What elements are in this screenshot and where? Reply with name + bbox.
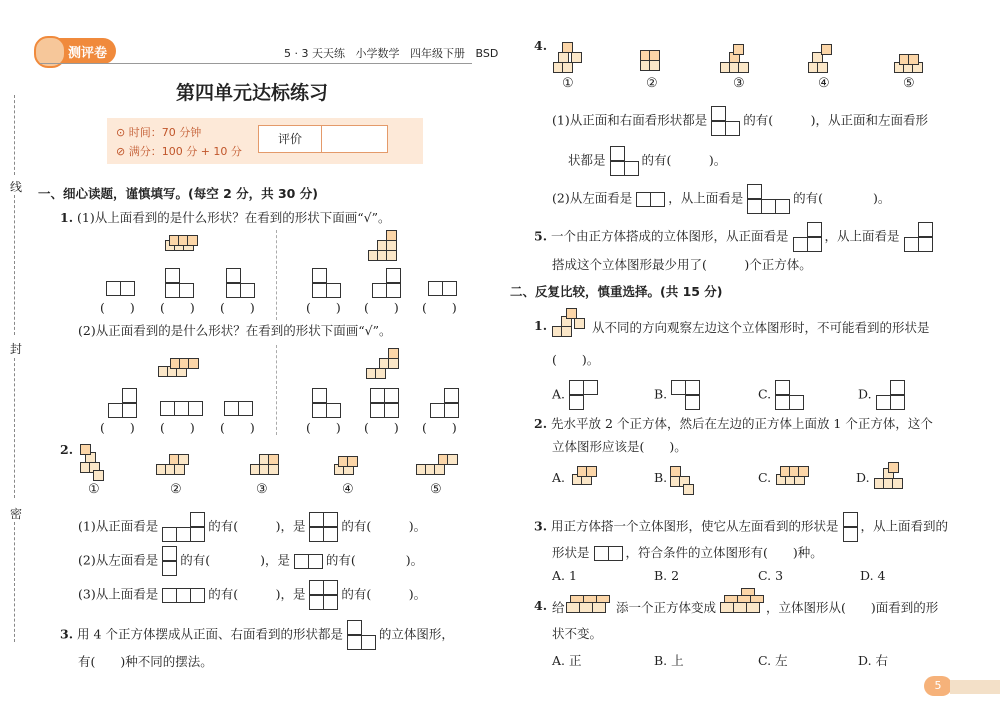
option-label: A. <box>552 470 566 485</box>
q-number: 3. <box>60 626 74 642</box>
shape-inline <box>876 380 904 410</box>
figure-label: ⑤ <box>903 76 915 91</box>
option-b[interactable] <box>654 470 667 485</box>
divider <box>276 230 277 320</box>
q-number: 4. <box>534 598 548 613</box>
shape-inline <box>610 146 638 176</box>
q-text: (1)从正面看是 <box>78 518 159 534</box>
r-q5-line2: 搭成这个立体图形最少用了( )个正方体。 <box>552 257 812 272</box>
s2-q4-a: 给 <box>552 600 565 615</box>
q-number: 5. <box>534 228 548 244</box>
answer-blank[interactable]: ( )。 <box>552 352 600 367</box>
shape-inline <box>309 580 337 610</box>
q-number: 2. <box>534 416 548 431</box>
shape-option <box>312 388 340 418</box>
shape-inline <box>309 512 337 542</box>
shape-inline <box>711 106 739 136</box>
s2-q4-b: 添一个正方体变成 <box>616 600 717 615</box>
q-number: 1. <box>534 318 548 333</box>
shape-inline <box>671 380 699 410</box>
option-label: C. <box>758 386 772 402</box>
q-number: 2. <box>60 442 74 457</box>
figure-label: ② <box>170 482 182 497</box>
grade: 四年级下册 <box>409 47 465 60</box>
footer-bar <box>950 680 1000 694</box>
q-text: 的有( )，是 <box>208 518 306 534</box>
option-b[interactable]: B. 上 <box>654 653 684 668</box>
q-text: ，从上面看是 <box>824 228 900 244</box>
option-c[interactable] <box>758 380 803 410</box>
s2-q2-line2: 立体图形应该是( )。 <box>552 439 687 454</box>
q-text: 用 4 个正方体摆成从正面、右面看到的形状都是 <box>77 626 343 642</box>
shape-inline <box>775 380 803 410</box>
shape-option <box>370 388 398 418</box>
divider <box>276 345 277 435</box>
answer-blank[interactable]: ( ) <box>160 420 195 435</box>
r-q4-line1b <box>568 146 726 176</box>
option-a[interactable] <box>552 470 565 485</box>
s1-q2-line1 <box>78 512 426 542</box>
shape-option <box>224 400 252 416</box>
figure-label: ⑤ <box>430 482 442 497</box>
s1-q2-line2 <box>78 546 423 576</box>
q-text: ，符合条件的立体图形有( )种。 <box>625 545 823 560</box>
s1-q3-line2: 有( )种不同的摆法。 <box>78 654 213 669</box>
shape-option <box>428 280 456 296</box>
s2-q3-line2 <box>552 543 823 561</box>
page-number: 5 <box>924 676 952 696</box>
q-text: 的有( )，是 <box>180 552 290 568</box>
r-q4-line1 <box>552 106 928 136</box>
answer-blank[interactable]: ( ) <box>422 300 457 315</box>
page-title: 第四单元达标练习 <box>176 82 329 104</box>
option-d[interactable] <box>856 470 870 485</box>
option-a[interactable]: A. 正 <box>552 653 582 668</box>
book-header <box>284 45 498 61</box>
shape-option <box>160 400 202 416</box>
answer-blank[interactable]: ( ) <box>422 420 457 435</box>
shape-inline <box>162 512 204 542</box>
option-label: D. <box>856 470 870 485</box>
option-label: B. <box>654 470 668 485</box>
figure-label: ④ <box>818 76 830 91</box>
shape-inline <box>569 380 597 410</box>
figure-label: ④ <box>342 482 354 497</box>
q-text: (2)从左面看是 <box>78 552 159 568</box>
shape-option <box>106 280 134 296</box>
q-number: 4. <box>534 38 548 53</box>
option-label: C. <box>758 470 772 485</box>
q-text: (1)从上面看到的是什么形状？在看到的形状下面画“√”。 <box>77 210 391 225</box>
s1-q1-part2: (2)从正面看到的是什么形状？在看到的形状下面画“√”。 <box>78 323 392 338</box>
subject: 小学数学 <box>355 47 400 60</box>
answer-blank[interactable]: ( ) <box>306 420 341 435</box>
shape-inline <box>747 184 789 214</box>
q-text: 的有( )，从正面和左面看形 <box>743 112 928 128</box>
q-text: 的立体图形， <box>378 626 454 642</box>
shape-inline <box>636 191 664 206</box>
shape-option <box>165 268 193 298</box>
shape-option <box>372 268 400 298</box>
s2-q3 <box>534 512 948 542</box>
shape-inline <box>162 546 176 576</box>
figure-label: ③ <box>256 482 268 497</box>
figure-label: ① <box>562 76 574 91</box>
option-a[interactable]: A. 1 <box>552 568 577 583</box>
shape-inline <box>843 512 857 542</box>
option-label: B. <box>654 386 668 402</box>
evaluation-box <box>258 125 388 153</box>
option-label: A. <box>552 386 566 402</box>
r-q5 <box>534 222 932 252</box>
s1-q3 <box>60 620 454 650</box>
score-text: 满分：100 分 + 10 分 <box>128 145 242 158</box>
badge-label: 测评卷 <box>68 46 108 61</box>
time-info: ⊙ 时间：70 分钟 <box>116 126 202 139</box>
shape-inline <box>347 620 375 650</box>
option-c[interactable] <box>758 470 771 485</box>
margin-char-line: 线 <box>10 180 23 194</box>
option-d[interactable]: D. 4 <box>860 568 886 583</box>
option-d[interactable] <box>858 380 904 410</box>
option-b[interactable]: B. 2 <box>654 568 680 583</box>
edition: BSD <box>475 47 499 60</box>
q-text: 的有( )，是 <box>208 586 306 602</box>
q-text: ，从上面看到的 <box>860 518 949 534</box>
option-c[interactable]: C. 3 <box>758 568 784 583</box>
q-text: 一个由正方体搭成的立体图形，从正面看是 <box>551 228 789 244</box>
q-text: (3)从上面看是 <box>78 586 159 602</box>
q-text: 先水平放 2 个正方体，然后在左边的正方体上面放 1 个正方体，这个 <box>551 416 933 431</box>
q-text: 的有( )。 <box>341 586 427 602</box>
shape-inline <box>294 553 322 568</box>
option-a[interactable] <box>552 380 597 410</box>
shape-inline <box>904 222 932 252</box>
q-text: ，从上面看是 <box>668 190 744 206</box>
option-b[interactable] <box>654 380 699 410</box>
answer-blank[interactable]: ( ) <box>364 300 399 315</box>
option-label: D. <box>858 386 872 402</box>
q-text: (2)从左面看是 <box>552 190 633 206</box>
option-c[interactable]: C. 左 <box>758 653 788 668</box>
s2-q4-d: 状不变。 <box>552 626 603 641</box>
shape-option <box>312 268 340 298</box>
q-text: 形状是 <box>552 545 590 560</box>
figure-label: ② <box>646 76 658 91</box>
q-text: 的有( )。 <box>641 152 727 168</box>
figure-label: ③ <box>733 76 745 91</box>
shape-inline <box>594 545 622 560</box>
answer-blank[interactable]: ( ) <box>220 420 255 435</box>
answer-blank[interactable]: ( ) <box>364 420 399 435</box>
answer-blank[interactable]: ( ) <box>160 300 195 315</box>
q-text: 用正方体搭一个立体图形，使它从左面看到的形状是 <box>551 518 839 534</box>
margin-char-seal: 封 <box>10 342 23 356</box>
answer-blank[interactable]: ( ) <box>306 300 341 315</box>
option-d[interactable]: D. 右 <box>858 653 889 668</box>
s2-q2 <box>534 414 933 432</box>
answer-blank[interactable]: ( ) <box>100 300 135 315</box>
q-text: 的有( )。 <box>341 518 427 534</box>
time-text: 时间：70 分钟 <box>128 126 202 139</box>
shape-inline <box>162 587 204 602</box>
series-name: 5 · 3 天天练 <box>284 47 345 60</box>
q-text: 的有( )。 <box>325 552 424 568</box>
header-rule <box>40 63 472 64</box>
q-text: 状都是 <box>568 152 606 168</box>
shape-inline <box>793 222 821 252</box>
evaluation-label: 评价 <box>259 126 322 152</box>
section1-heading: 一、细心读题，谨慎填写。(每空 2 分，共 30 分) <box>38 186 318 201</box>
test-badge <box>36 38 116 64</box>
q-number: 3. <box>534 518 548 534</box>
answer-blank[interactable]: ( ) <box>100 420 135 435</box>
q-text: (1)从正面和右面看形状都是 <box>552 112 708 128</box>
s2-q4-c: ，立体图形从( )面看到的形 <box>766 600 939 615</box>
shape-option <box>430 388 458 418</box>
margin-char-secret: 密 <box>10 507 23 521</box>
score-info: ⊘ 满分：100 分 + 10 分 <box>116 145 242 158</box>
shape-option <box>108 388 136 418</box>
s1-q1-part1 <box>60 208 391 226</box>
figure-label: ① <box>88 482 100 497</box>
shape-option <box>226 268 254 298</box>
s2-q1-text: 从不同的方向观察左边这个立体图形时，不可能看到的形状是 <box>592 320 930 335</box>
s1-q2-line3 <box>78 580 426 610</box>
r-q4-line2 <box>552 184 890 214</box>
section2-heading: 二、反复比较，慎重选择。(共 15 分) <box>510 284 723 299</box>
q-text: 的有( )。 <box>793 190 891 206</box>
q-number: 1. <box>60 210 74 225</box>
answer-blank[interactable]: ( ) <box>220 300 255 315</box>
